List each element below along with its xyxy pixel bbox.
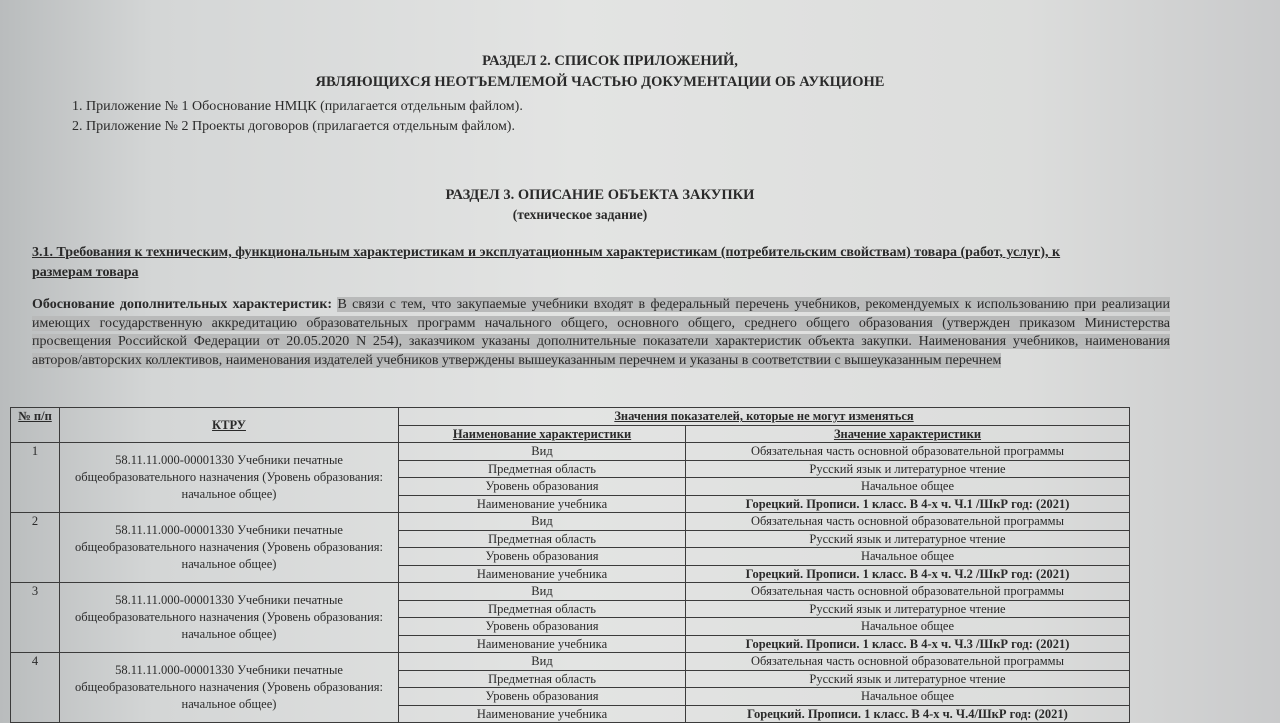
- characteristic-name: Вид: [399, 443, 686, 461]
- specification-table: [10, 407, 1130, 723]
- characteristic-name: Предметная область: [399, 530, 686, 548]
- characteristic-value: Русский язык и литературное чтение: [686, 460, 1130, 478]
- requirements-heading: 3.1. Требования к техническим, функциональным характеристикам и эксплуатационным характеристикам (потребительским свойствам) товара (работ, услуг), к размерам товара: [32, 245, 1061, 280]
- characteristic-value: Обязательная часть основной образовательной программы: [686, 583, 1130, 601]
- justification-paragraph: [32, 296, 1170, 370]
- table-body: [11, 443, 1130, 723]
- table-row: [11, 443, 1130, 461]
- characteristic-value: Обязательная часть основной образовательной программы: [686, 443, 1130, 461]
- characteristic-name: Уровень образования: [399, 688, 686, 706]
- section2-title-line2: ЯВЛЯЮЩИХСЯ НЕОТЪЕМЛЕМОЙ ЧАСТЬЮ ДОКУМЕНТАЦИИ ОБ АУКЦИОНЕ: [315, 74, 885, 90]
- section3-title: РАЗДЕЛ 3. ОПИСАНИЕ ОБЪЕКТА ЗАКУПКИ: [445, 187, 755, 203]
- characteristic-name: Уровень образования: [399, 618, 686, 636]
- characteristic-name: Уровень образования: [399, 478, 686, 496]
- characteristic-value: Обязательная часть основной образовательной программы: [686, 513, 1130, 531]
- row-number: 2: [11, 513, 60, 583]
- ktru-cell: 58.11.11.000-00001330 Учебники печатные общеобразовательного назначения (Уровень образования: начальное общее): [60, 653, 399, 723]
- row-number: 4: [11, 653, 60, 723]
- characteristic-name: Предметная область: [399, 670, 686, 688]
- characteristic-value: Начальное общее: [686, 548, 1130, 566]
- appendix-item: 1. Приложение № 1 Обоснование НМЦК (прилагается отдельным файлом).: [86, 97, 523, 117]
- table-row: [11, 583, 1130, 601]
- characteristic-name: Наименование учебника: [399, 705, 686, 723]
- section2-title-line1: РАЗДЕЛ 2. СПИСОК ПРИЛОЖЕНИЙ,: [482, 53, 738, 69]
- characteristic-name: Уровень образования: [399, 548, 686, 566]
- characteristic-name: Предметная область: [399, 460, 686, 478]
- ktru-cell: 58.11.11.000-00001330 Учебники печатные общеобразовательного назначения (Уровень образования: начальное общее): [60, 513, 399, 583]
- characteristic-name: Наименование учебника: [399, 565, 686, 583]
- characteristic-name: Вид: [399, 513, 686, 531]
- justification-text: В связи с тем, что закупаемые учебники входят в федеральный перечень учебников, рекомендуемых к использованию при реализации имеющих государственную аккредитацию образовательных программ начального общего, основного общего, среднего общего образования (утвержден приказом Министерства просвещения Российской Федерации от 20.05.2020 N 254), заказчиком указаны дополнительные показатели характеристик объекта закупки. Наименования учебников, наименования авторов/авторских коллективов, наименования издателей учебников утверждены вышеуказанным перечнем и указаны в соответствии с вышеуказанным перечнем: [32, 297, 1170, 368]
- characteristic-name: Вид: [399, 653, 686, 671]
- section3-subtitle: (техническое задание): [512, 207, 648, 222]
- row-number: 3: [11, 583, 60, 653]
- header-char-value: Значение характеристики: [686, 425, 1130, 443]
- ktru-cell: 58.11.11.000-00001330 Учебники печатные общеобразовательного назначения (Уровень образования: начальное общее): [60, 443, 399, 513]
- ktru-cell: 58.11.11.000-00001330 Учебники печатные общеобразовательного назначения (Уровень образования: начальное общее): [60, 583, 399, 653]
- characteristic-value: Горецкий. Прописи. 1 класс. В 4-х ч. Ч.3 /ШкР год: (2021): [686, 635, 1130, 653]
- characteristic-value: Начальное общее: [686, 688, 1130, 706]
- characteristic-value: Обязательная часть основной образовательной программы: [686, 653, 1130, 671]
- characteristic-value: Начальное общее: [686, 478, 1130, 496]
- characteristic-value: Горецкий. Прописи. 1 класс. В 4-х ч. Ч.4/ШкР год: (2021): [686, 705, 1130, 723]
- characteristic-name: Наименование учебника: [399, 495, 686, 513]
- characteristic-name: Предметная область: [399, 600, 686, 618]
- header-num: № п/п: [11, 408, 60, 443]
- table-row: [11, 653, 1130, 671]
- appendix-item: 2. Приложение № 2 Проекты договоров (прилагается отдельным файлом).: [86, 117, 523, 137]
- appendix-list: [60, 97, 523, 137]
- characteristic-value: Русский язык и литературное чтение: [686, 670, 1130, 688]
- header-char-name: Наименование характеристики: [399, 425, 686, 443]
- characteristic-value: Горецкий. Прописи. 1 класс. В 4-х ч. Ч.2 /ШкР год: (2021): [686, 565, 1130, 583]
- characteristic-name: Наименование учебника: [399, 635, 686, 653]
- table-row: [11, 513, 1130, 531]
- header-group: Значения показателей, которые не могут изменяться: [399, 408, 1130, 426]
- characteristic-name: Вид: [399, 583, 686, 601]
- characteristic-value: Горецкий. Прописи. 1 класс. В 4-х ч. Ч.1 /ШкР год: (2021): [686, 495, 1130, 513]
- characteristic-value: Начальное общее: [686, 618, 1130, 636]
- characteristic-value: Русский язык и литературное чтение: [686, 530, 1130, 548]
- characteristic-value: Русский язык и литературное чтение: [686, 600, 1130, 618]
- justification-label: Обоснование дополнительных характеристик:: [32, 297, 333, 312]
- row-number: 1: [11, 443, 60, 513]
- header-ktru: КТРУ: [60, 408, 399, 443]
